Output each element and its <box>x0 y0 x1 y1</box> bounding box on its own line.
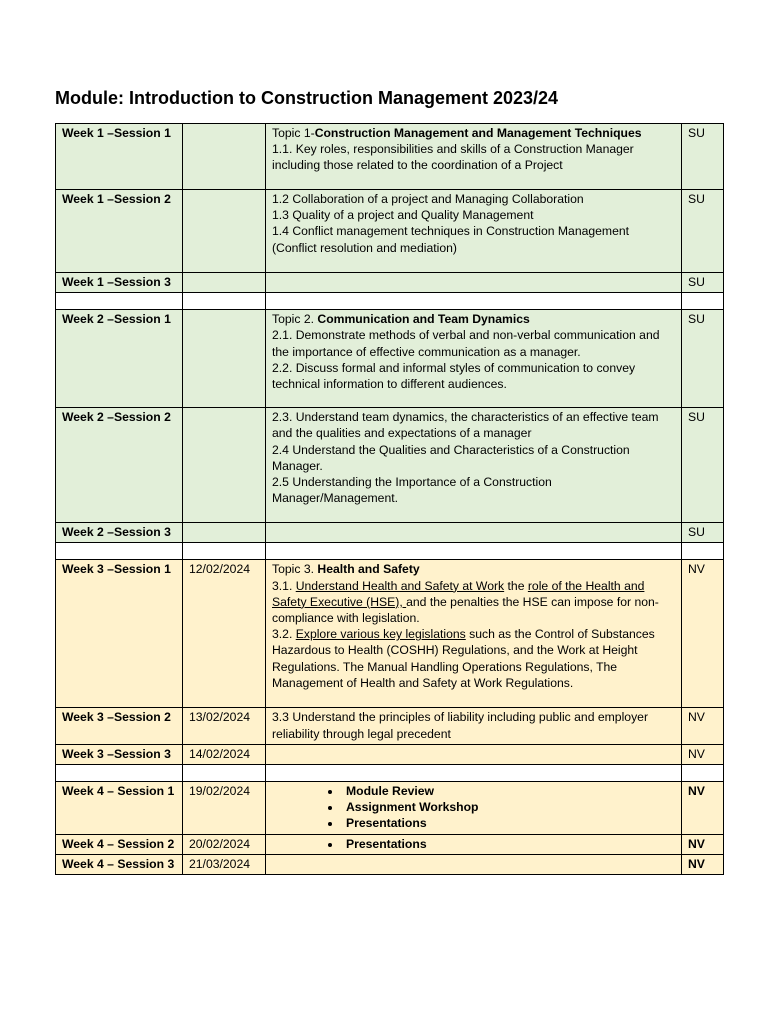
table-row <box>56 708 724 744</box>
session-cell: Week 3 –Session 3 <box>56 744 183 764</box>
session-cell: Week 2 –Session 2 <box>56 408 183 523</box>
topic-heading <box>272 311 675 327</box>
topic-title: Construction Management and Management Techniques <box>314 126 642 140</box>
content-line: 2.4 Understand the Qualities and Characteristics of a Construction Manager. <box>272 442 630 473</box>
table-row <box>56 408 724 523</box>
date-cell <box>183 523 266 543</box>
content-cell <box>266 854 682 874</box>
topic-title: Health and Safety <box>317 562 420 577</box>
date-cell: 14/02/2024 <box>183 744 266 764</box>
date-cell <box>183 310 266 408</box>
session-cell: Week 4 – Session 3 <box>56 854 183 874</box>
table-row <box>56 744 724 764</box>
content-cell <box>266 124 682 190</box>
list-item: • Module Review <box>342 783 675 799</box>
content-line: 2.3. Understand team dynamics, the characteristics of an effective team and the qualities and expectations of a manager <box>272 410 659 441</box>
topic-title: Communication and Team Dynamics <box>317 312 530 327</box>
session-cell: Week 2 –Session 3 <box>56 523 183 543</box>
content-cell <box>266 744 682 764</box>
code-cell: SU <box>682 273 724 293</box>
content-cell <box>266 560 682 708</box>
spacer-row <box>56 765 724 782</box>
date-cell <box>183 408 266 523</box>
date-cell <box>183 124 266 190</box>
code-cell: NV <box>682 708 724 744</box>
session-cell: Week 3 –Session 2 <box>56 708 183 744</box>
date-cell: 21/03/2024 <box>183 854 266 874</box>
page-title: Module: Introduction to Construction Management 2023/24 <box>55 88 559 108</box>
content-line: 1.3 Quality of a project and Quality Management <box>272 208 534 223</box>
underlined-text: role of the Health and Safety Executive (HSE), <box>272 578 645 609</box>
code-cell: NV <box>682 782 724 835</box>
topic-heading <box>272 125 675 141</box>
plain-text: and the penalties the HSE can impose for non-compliance with legislation. <box>272 594 659 626</box>
table-row <box>56 124 724 190</box>
list-item: • Presentations <box>342 836 675 852</box>
spacer-row <box>56 543 724 560</box>
session-cell: Week 1 –Session 1 <box>56 124 183 190</box>
table-row <box>56 854 724 874</box>
spacer-row <box>56 293 724 310</box>
content-cell <box>266 708 682 744</box>
list-item: • Assignment Workshop <box>342 799 675 815</box>
content-line: 3.3 Understand the principles of liability including public and employer reliability through legal precedent <box>272 710 648 741</box>
content-cell <box>266 523 682 543</box>
date-cell <box>183 190 266 273</box>
code-cell: SU <box>682 190 724 273</box>
content-line <box>272 626 675 691</box>
content-line: 1.2 Collaboration of a project and Managing Collaboration <box>272 192 584 206</box>
code-cell: SU <box>682 523 724 543</box>
session-cell: Week 3 –Session 1 <box>56 560 183 708</box>
topic-prefix: Topic 1- <box>272 126 315 140</box>
underlined-text: Explore various key legislations <box>295 627 466 642</box>
date-cell: 19/02/2024 <box>183 782 266 835</box>
item-number: 3.1. <box>272 578 296 593</box>
plain-text: such as the Control of Substances Hazardous to Health (COSHH) Regulations, and the Work at Height Regulations. The Manual Handling Operations Regulations, The Management of Health and Safety at Work Regulations. <box>272 627 655 690</box>
content-cell <box>266 310 682 408</box>
date-cell: 13/02/2024 <box>183 708 266 744</box>
content-cell <box>266 782 682 835</box>
session-cell: Week 4 – Session 1 <box>56 782 183 835</box>
content-line: 1.1. Key roles, responsibilities and skills of a Construction Manager including those related to the coordination of a Project <box>272 142 634 173</box>
code-cell: SU <box>682 310 724 408</box>
list-item: • Presentations <box>342 815 675 831</box>
topic-prefix: Topic 3. <box>272 562 318 577</box>
code-cell: SU <box>682 408 724 523</box>
code-cell: NV <box>682 560 724 708</box>
session-cell: Week 2 –Session 1 <box>56 310 183 408</box>
table-row <box>56 834 724 854</box>
underlined-text: Understand Health and Safety at Work <box>295 578 505 593</box>
content-cell <box>266 273 682 293</box>
code-cell: NV <box>682 854 724 874</box>
code-cell: NV <box>682 744 724 764</box>
bullet-list <box>272 783 675 832</box>
table-row <box>56 560 724 708</box>
content-line: 1.4 Conflict management techniques in Construction Management (Conflict resolution and mediation) <box>272 224 630 255</box>
session-cell: Week 4 – Session 2 <box>56 834 183 854</box>
session-cell: Week 1 –Session 2 <box>56 190 183 273</box>
table-row <box>56 273 724 293</box>
content-line: 2.2. Discuss formal and informal styles of communication to convey technical information to different audiences. <box>272 360 636 392</box>
date-cell: 20/02/2024 <box>183 834 266 854</box>
content-cell <box>266 834 682 854</box>
topic-prefix: Topic 2. <box>272 312 318 327</box>
content-line: 2.1. Demonstrate methods of verbal and non-verbal communication and the importance of effective communication as a manager. <box>272 328 660 359</box>
code-cell: NV <box>682 834 724 854</box>
table-row <box>56 523 724 543</box>
date-cell: 12/02/2024 <box>183 560 266 708</box>
table-row <box>56 782 724 835</box>
topic-heading <box>272 561 675 577</box>
content-cell <box>266 408 682 523</box>
schedule-table <box>55 123 724 875</box>
plain-text: the <box>504 578 528 593</box>
session-cell: Week 1 –Session 3 <box>56 273 183 293</box>
bullet-list <box>272 836 675 852</box>
content-line: 2.5 Understanding the Importance of a Construction Manager/Management. <box>272 475 552 506</box>
table-row <box>56 190 724 273</box>
table-row <box>56 310 724 408</box>
item-number: 3.2. <box>272 627 296 642</box>
date-cell <box>183 273 266 293</box>
code-cell: SU <box>682 124 724 190</box>
content-line <box>272 578 675 627</box>
content-cell <box>266 190 682 273</box>
